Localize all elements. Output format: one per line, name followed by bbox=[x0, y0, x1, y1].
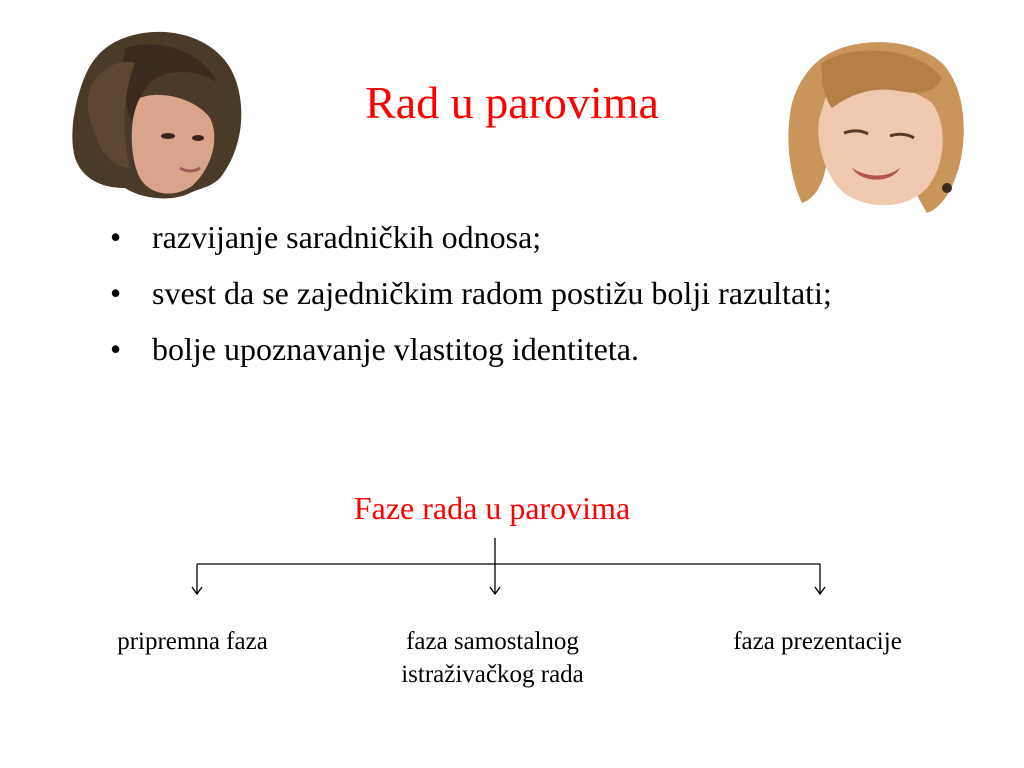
bullet-text: svest da se zajedničkim radom postižu bolji razultati; bbox=[152, 275, 832, 311]
bullet-item bbox=[110, 272, 940, 314]
bullet-text: bolje upoznavanje vlastitog identiteta. bbox=[152, 331, 639, 367]
phase-label-presentation: faza prezentacije bbox=[733, 628, 902, 655]
phases-connector-diagram bbox=[0, 530, 1024, 610]
bullet-item bbox=[110, 216, 940, 258]
bullet-item bbox=[110, 328, 940, 370]
slide-title: Rad u parovima bbox=[365, 77, 659, 128]
bullet-symbol: • bbox=[110, 219, 122, 255]
bullet-text: razvijanje saradničkih odnosa; bbox=[152, 219, 542, 255]
phases-title: Faze rada u parovima bbox=[353, 490, 631, 526]
bullet-symbol: • bbox=[110, 331, 122, 367]
phase-label-independent-research: faza samostalnog istraživačkog rada bbox=[401, 628, 584, 688]
bullet-symbol: • bbox=[110, 275, 122, 311]
phase-label-preparation: pripremna faza bbox=[117, 628, 268, 655]
bullet-list bbox=[110, 216, 940, 384]
